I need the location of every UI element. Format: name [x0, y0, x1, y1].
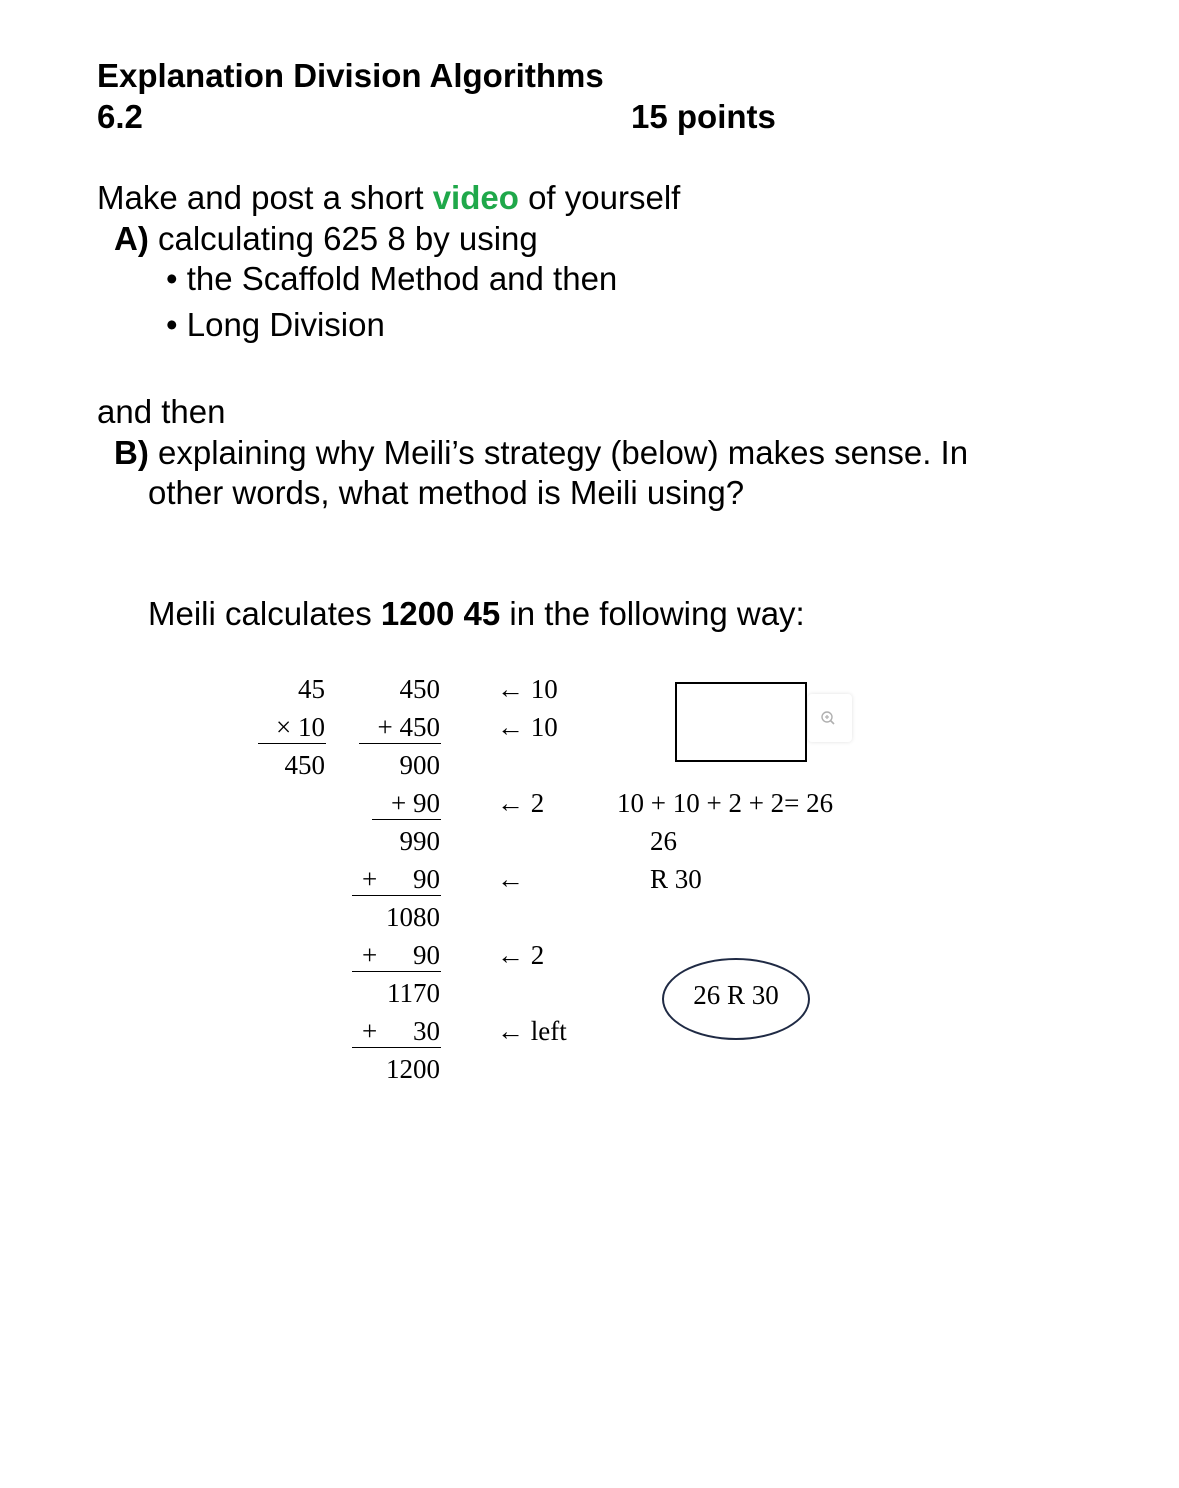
part-b-line [114, 433, 968, 473]
bullet-item [166, 305, 385, 345]
column-value: 90 [413, 940, 440, 970]
column-plus: + [362, 940, 378, 970]
zoom-in-icon [808, 694, 852, 742]
column-value: + 450 [377, 712, 440, 742]
partial-remainder: R 30 [650, 864, 702, 894]
part-a-line [114, 219, 538, 259]
column-rule [352, 895, 441, 896]
points-label: 15 points [631, 98, 776, 135]
partial-quotient: 26 [650, 826, 677, 856]
part-b-text: explaining why Meili’s strategy (below) makes sense. In [148, 434, 969, 471]
intro-line [97, 178, 680, 218]
part-b-label: B) [114, 434, 149, 471]
zoom-button[interactable] [808, 694, 852, 742]
multiply-rule [258, 743, 326, 744]
intro-text: Make and post a short [97, 179, 433, 216]
part-b-line-2: other words, what method is Meili using? [148, 474, 745, 511]
meili-statement [148, 594, 805, 634]
part-a-text: calculating 625 8 by using [148, 220, 538, 257]
column-value: + 90 [391, 788, 440, 818]
and-then-text: and then [97, 393, 226, 430]
arrow-label: ← 2 [497, 788, 545, 818]
column-value: 990 [399, 826, 440, 856]
column-value: 450 [399, 674, 440, 704]
section-number: 6.2 [97, 98, 143, 135]
column-value: 1170 [387, 978, 440, 1008]
column-rule [359, 743, 441, 744]
bullet-text: Long Division [186, 306, 385, 343]
multiply-op: × 10 [276, 712, 325, 742]
video-highlight: video [432, 179, 519, 216]
bullet-icon: • [166, 306, 178, 343]
meili-text-end: in the following way: [500, 595, 805, 632]
column-value: 90 [413, 864, 440, 894]
meili-problem: 1200 45 [380, 595, 501, 632]
final-answer: 26 R 30 [693, 980, 779, 1010]
column-value: 1200 [386, 1054, 440, 1084]
column-rule [372, 819, 441, 820]
column-value: 900 [399, 750, 440, 780]
part-a-label: A) [114, 220, 149, 257]
column-plus: + [362, 1016, 378, 1046]
sum-line: 10 + 10 + 2 + 2= 26 [617, 788, 834, 818]
column-value: 1080 [386, 902, 440, 932]
arrow-label: ← 10 [497, 712, 558, 742]
multiply-result: 450 [284, 750, 325, 780]
column-value: 30 [413, 1016, 440, 1046]
multiply-top: 45 [298, 674, 325, 704]
bullet-text: the Scaffold Method and then [186, 260, 618, 297]
column-rule [352, 1047, 441, 1048]
bullet-icon: • [166, 260, 178, 297]
arrow-label: ← left [497, 1016, 567, 1046]
intro-text-end: of yourself [518, 179, 681, 216]
column-plus: + [362, 864, 378, 894]
arrow-label: ← [497, 864, 524, 894]
meili-text: Meili calculates [148, 595, 381, 632]
page-title: Explanation Division Algorithms [97, 57, 604, 94]
arrow-label: ← 10 [497, 674, 558, 704]
bullet-item [166, 259, 617, 299]
column-rule [352, 971, 441, 972]
arrow-label: ← 2 [497, 940, 545, 970]
answer-box [675, 682, 807, 762]
